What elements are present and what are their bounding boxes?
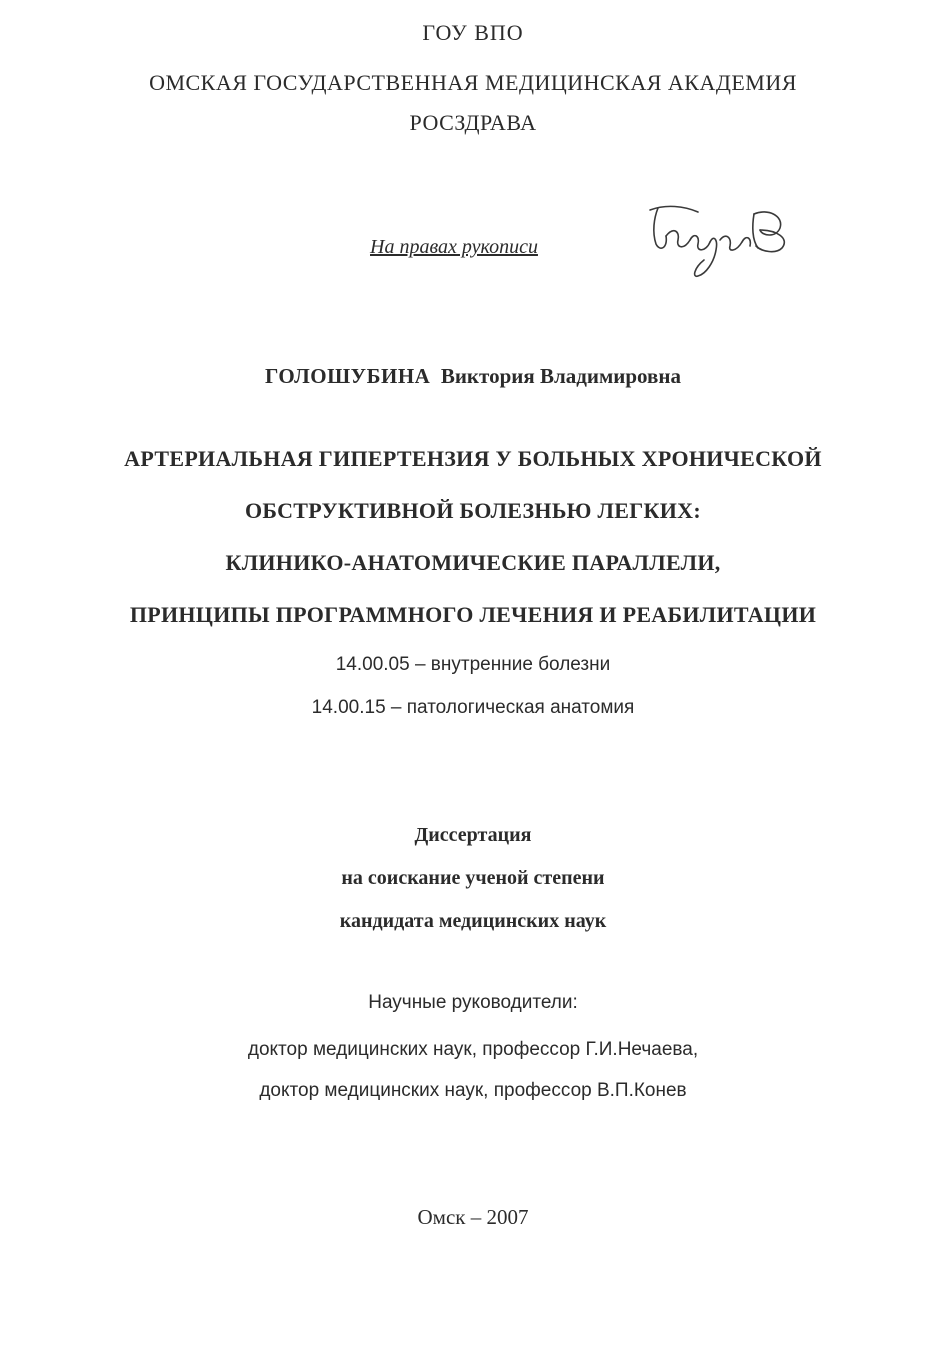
- thesis-degree-line-1: на соискание ученой степени: [341, 867, 605, 889]
- thesis-title-line-2: ОБСТРУКТИВНОЙ БОЛЕЗНЬЮ ЛЕГКИХ:: [245, 498, 701, 523]
- author-name: [0, 364, 946, 389]
- specialty-code-1: 14.00.05 – внутренние болезни: [335, 654, 611, 675]
- author-given-names: Виктория Владимировна: [440, 364, 681, 388]
- advisor-1: доктор медицинских наук, профессор Г.И.Нечаева,: [247, 1039, 699, 1060]
- advisors-heading: Научные руководители:: [368, 992, 578, 1013]
- thesis-title-line-4: ПРИНЦИПЫ ПРОГРАММНОГО ЛЕЧЕНИЯ И РЕАБИЛИТАЦИИ: [129, 602, 817, 627]
- organization-line-2: ОМСКАЯ ГОСУДАРСТВЕННАЯ МЕДИЦИНСКАЯ АКАДЕМИЯ: [149, 70, 797, 95]
- thesis-type: Диссертация: [414, 824, 532, 846]
- thesis-degree-line-2: кандидата медицинских наук: [339, 910, 607, 932]
- specialty-code-2: 14.00.15 – патологическая анатомия: [311, 697, 635, 718]
- advisor-2: доктор медицинских наук, профессор В.П.Конев: [259, 1080, 687, 1101]
- thesis-title-line-1: АРТЕРИАЛЬНАЯ ГИПЕРТЕНЗИЯ У БОЛЬНЫХ ХРОНИЧЕСКОЙ: [124, 446, 822, 471]
- organization-line-3: РОСЗДРАВА: [409, 110, 537, 135]
- author-surname: ГОЛОШУБИНА: [265, 364, 431, 388]
- manuscript-rights-note: На правах рукописи: [370, 236, 538, 258]
- thesis-title-line-3: КЛИНИКО-АНАТОМИЧЕСКИЕ ПАРАЛЛЕЛИ,: [225, 550, 721, 575]
- organization-line-1: ГОУ ВПО: [422, 20, 524, 45]
- handwritten-signature: [636, 196, 796, 280]
- city-and-year: Омск – 2007: [417, 1205, 529, 1229]
